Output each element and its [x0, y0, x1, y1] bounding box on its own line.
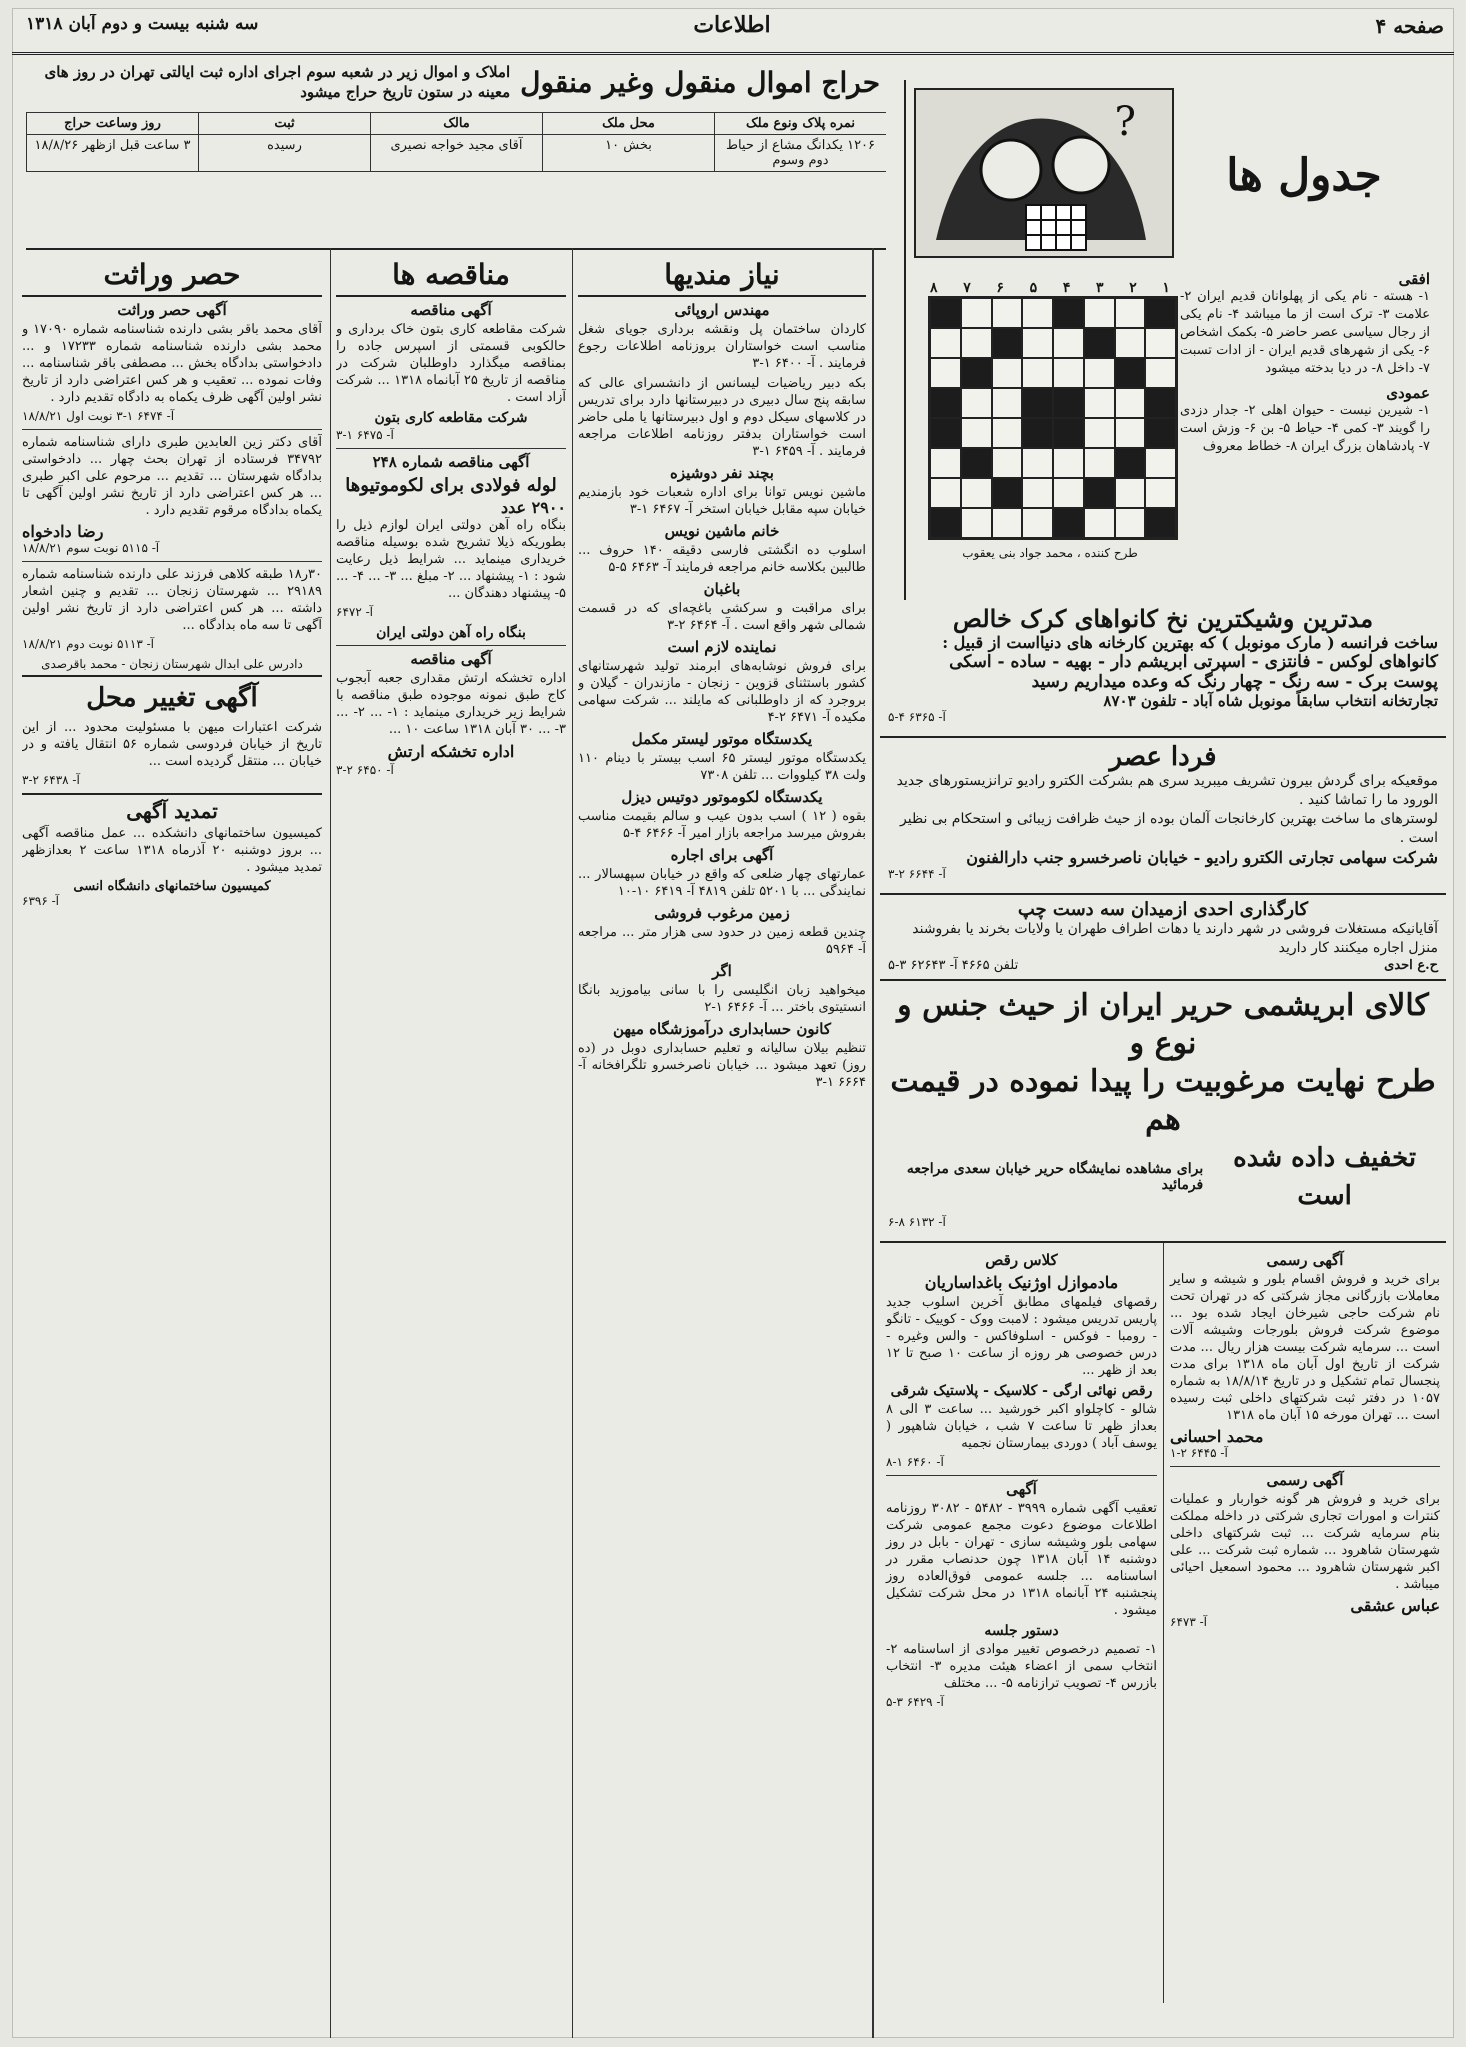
grid-cell-black: [961, 358, 992, 388]
auction-header-cell: محل ملک: [542, 113, 714, 134]
silk-ad-line1: کالای ابریشمی حریر ایران از حیث جنس و نوع و: [897, 988, 1429, 1061]
dance-body: رقصهای فیلمهای مطابق آخرین اسلوب جدید پاریس تدریس میشود : لامبت ووک - کوییک - تانگو - رومبا - فوکس - اسلوفاکس - والس وغیره - درس خصوصی هر روزه از ساعت ۱۰ صبح تا ۱۲ بعد از ظهر ...: [886, 1295, 1157, 1378]
needs-ad2-body: بکه دبیر ریاضیات لیسانس از دانشسرای عالی که سابقه پنج سال دبیری در دبیرستانها دارد برای تدریس در کلاسهای سیکل دوم و اول دبیرستانها یا ملی حاضر است خواستاران بدفتر روزنامه اطلاعات مراجعه فرمایند . آ- ۶۴۵۹ ۱-۳: [578, 376, 866, 459]
tenders-column: [336, 254, 566, 2034]
separator: [1170, 1466, 1440, 1467]
page-number: صفحه ۴: [1375, 14, 1444, 38]
grid-number: ۱: [1162, 280, 1170, 296]
inheritance-ad3-ref: آ- ۵۱۱۳ نوبت دوم ۱۸/۸/۲۱: [22, 637, 154, 651]
karegari-ad: [880, 895, 1446, 981]
grid-cell: [1022, 448, 1053, 478]
grid-cell-black: [1053, 508, 1084, 538]
grid-cell: [1115, 388, 1146, 418]
grid-number: ۷: [963, 280, 971, 296]
needs-ad10-body: چندین قطعه زمین در حدود سی هزار متر ... مراجعه آ- ۵۹۶۴: [578, 925, 866, 957]
grid-cell-black: [930, 388, 961, 418]
grid-cell: [961, 328, 992, 358]
grid-cell: [1084, 358, 1115, 388]
needs-ad6-title: نماینده لازم است: [667, 638, 777, 656]
crossword-title: جدول ها: [1226, 150, 1382, 201]
grid-cell: [961, 298, 992, 328]
crossword-credit: طرح کننده ، محمد جواد بنی یعقوب: [962, 546, 1138, 560]
crossword-block: [904, 80, 1444, 600]
grid-cell: [930, 328, 961, 358]
column-divider: [572, 248, 573, 2038]
tender1-title: آگهی مناقصه: [410, 301, 492, 319]
grid-cell: [992, 388, 1023, 418]
needs-ad11-body: میخواهید زبان انگلیسی را با سانی بیاموزید بانگا انستیتوی باختر ... آ- ۶۴۶۶ ۱-۲: [578, 983, 866, 1015]
canvas-ad-line2: کانواهای لوکس - فانتزی - اسپرتی ابریشم دار - بهیه - ساده - اسکی: [949, 652, 1438, 672]
grid-cell: [992, 508, 1023, 538]
needs-ad1-title: مهندس اروپائی: [674, 301, 770, 319]
needs-ad5-body: برای مراقبت و سرکشی باغچه‌ای که در قسمت شمالی شهر واقع است . آ- ۶۴۶۴ ۲-۳: [578, 601, 866, 633]
grid-cell: [1053, 448, 1084, 478]
tender2-title: آگهی مناقصه شماره ۲۴۸: [372, 453, 530, 471]
needs-ad7-title: یکدستگاه موتور لیستر مکمل: [631, 730, 813, 748]
notice-ref: آ- ۶۴۲۹ ۳-۵: [886, 1695, 944, 1709]
inheritance-column: [22, 254, 322, 2034]
inheritance-ad-title: آگهی حصر وراثت: [117, 301, 227, 319]
grid-cell: [1053, 358, 1084, 388]
auction-table-row: [26, 135, 886, 172]
farda-ad-title: فردا عصر: [1109, 742, 1217, 772]
canvas-ad: [880, 600, 1446, 738]
grid-cell: [1145, 448, 1176, 478]
grid-cell: [1084, 418, 1115, 448]
auction-header-cell: روز وساعت حراج: [26, 113, 198, 134]
grid-number: ۸: [930, 280, 938, 296]
tender2-body: بنگاه راه آهن دولتی ایران لوازم ذیل را بطوریکه ذیلا تشریح شده بوسیله مناقصه خریداری مینماید ... شرایط ذیل رعایت شود : ۱- پیشنهاد ... ۲- مبلغ ... ۳- ... ۴- ... ۵- پیشنهاد دهندگان ...: [336, 518, 566, 601]
rasmi2-sign: عباس عشقی: [1350, 1596, 1440, 1615]
grid-number: ۳: [1096, 280, 1104, 296]
tender3-ref: آ- ۶۴۵۰ ۲-۳: [336, 763, 394, 777]
separator: [886, 1475, 1157, 1476]
grid-cell: [1053, 328, 1084, 358]
grid-cell-black: [1084, 328, 1115, 358]
grid-number: ۵: [1029, 280, 1038, 296]
rasmi-ref: آ- ۶۴۴۵ ۲-۱: [1170, 1446, 1228, 1460]
grid-cell-black: [1145, 508, 1176, 538]
dance-sub2: رقص نهائی ارگی - کلاسیک - پلاستیک شرقی: [890, 1383, 1153, 1399]
needs-ad8-body: بقوه ( ۱۲ ) اسب بدون عیب و سالم بقیمت مناسب بفروش میرسد مراجعه بازار امیر آ- ۶۴۶۶ ۴-۵: [578, 809, 866, 841]
grid-cell: [1115, 328, 1146, 358]
grid-cell: [1115, 478, 1146, 508]
karegari-ad-body: آقایانیکه مستغلات فروشی در شهر دارند یا دهات اطراف طهران یا ولایات بخرند یا بفروشند منزل اجاره میکنند کار دارید: [912, 921, 1438, 956]
needs-section-title: نیاز مندیها: [578, 254, 866, 297]
grid-cell: [1022, 358, 1053, 388]
needs-ad12-body: تنظیم بیلان سالیانه و تعلیم حسابداری دوبل در (ده روز) تعهد میشود ... خیابان ناصرخسرو تلگرافخانه آ- ۶۶۶۴ ۱-۳: [578, 1041, 866, 1090]
tender3-body: اداره تخشکه ارتش مقداری جعبه آبجوب کاج طبق نمونه موجوده طبق مناقصه با شرایط زیر خریداری مینماید : ۱- ... ۲- ... ۳- ... ۳۰ آبان ۱۳۱۸ ساعت ۱۰ ...: [336, 671, 566, 737]
notice-agenda: ۱- تصمیم درخصوص تغییر موادی از اساسنامه ۲- انتخاب سمی از اعضاء هیئت مدیره ۳- انتخاب بازرس ۴- تصویب ترازنامه ۵- ... مختلف: [886, 1642, 1157, 1691]
change-address-ref: آ- ۶۴۳۸ ۲-۳: [22, 773, 80, 787]
masthead-rule: [12, 52, 1454, 55]
vertical-clues: ۱- شیرین نیست - حیوان اهلی ۲- جدار دزدی را گویند ۳- کمی ۴- حیاط ۵- بن ۶- وزش است ۷- پادشاهان بزرگ ایران ۸- خطاط معروف: [1180, 403, 1430, 454]
crossword-header: [1174, 90, 1434, 260]
karegari-ad-footer: تلفن ۴۶۶۵ آ- ۶۲۶۴۳ ۳-۵: [888, 958, 1019, 973]
grid-cell-black: [961, 448, 992, 478]
farda-ad-body2: لوسترهای ما ساخت بهترین کارخانجات آلمان بوده از حیث ظرافت زیبائی و استحکام بی نظیر است .: [900, 811, 1438, 846]
tender2-sign: بنگاه راه آهن دولتی ایران: [376, 625, 526, 641]
extension-ref: آ- ۶۳۹۶: [22, 894, 59, 908]
farda-ad-body: موقعیکه برای گردش بیرون تشریف میبرید سری هم بشرکت الکترو رادیو ترانزیستورهای جدید الورود ما را تماشا کنید .: [896, 773, 1438, 808]
rasmi-title: آگهی رسمی: [1266, 1251, 1344, 1269]
canvas-ad-title: مدترین وشیکترین نخ کانواهای کرک خالص: [952, 604, 1374, 633]
grid-cell: [1022, 328, 1053, 358]
illustration-icon: [916, 90, 1172, 256]
right-subcolumns: [880, 1243, 1446, 2003]
grid-cell: [1022, 508, 1053, 538]
crossword-illustration: [914, 88, 1174, 258]
grid-cell: [961, 388, 992, 418]
auction-table-header: [26, 112, 886, 135]
auction-title: حراج اموال منقول وغیر منقول: [520, 65, 880, 99]
crossword-clues: [1180, 270, 1430, 600]
canvas-ad-ref: آ- ۶۳۶۵ ۴-۵: [888, 710, 946, 724]
silk-ad-line2: طرح نهایت مرغوبیت را پیدا نموده در قیمت هم: [890, 1064, 1436, 1137]
needs-ad9-body: عمارتهای چهار ضلعی که واقع در خیابان سپهسالار ... نمایندگی ... با ۵۲۰۱ تلفن ۴۸۱۹ آ- ۶۴۱۹ ۱۰-۱۰: [578, 867, 866, 899]
needs-ad10-title: زمین مرغوب فروشی: [654, 904, 790, 922]
masthead-date: سه شنبه بیست و دوم آبان ۱۳۱۸: [26, 14, 259, 34]
karegari-ad-title: کارگذاری احدی ازمیدان سه دست چپ: [1017, 899, 1309, 920]
grid-number: ۶: [996, 280, 1004, 296]
rasmi2-ref: آ- ۶۴۷۳: [1170, 1615, 1207, 1629]
canvas-ad-line3: پوست برک - سه رنگ - چهار رنگ که وعده میداریم رسید: [1031, 672, 1438, 692]
grid-cell: [961, 418, 992, 448]
grid-cell: [1022, 478, 1053, 508]
silk-ad-ref: آ- ۶۱۳۲ ۸-۶: [888, 1215, 946, 1229]
paper-name: اطلاعات: [693, 12, 771, 38]
column-divider: [872, 248, 874, 2038]
grid-cell: [1084, 448, 1115, 478]
tender2-ref: آ- ۶۴۷۲: [336, 605, 373, 619]
crossword-grid: [928, 296, 1178, 540]
grid-cell-black: [1053, 388, 1084, 418]
farda-ad: [880, 738, 1446, 895]
grid-cell-black: [1022, 388, 1053, 418]
needs-column: [578, 254, 866, 2034]
horizontal-label: افقی: [1398, 270, 1430, 288]
tenders-section-title: مناقصه ها: [336, 254, 566, 297]
separator: [22, 429, 322, 430]
silk-ad-side: برای مشاهده نمایشگاه حریر خیابان سعدی مراجعه فرمائید: [906, 1161, 1204, 1193]
horizontal-clues: ۱- هسته - نام یکی از پهلوانان قدیم ایران ۲- علامت ۳- ترک است از ما میباشد ۴- نام یکی از رجال سیاسی عصر حاضر ۵- بکمک اشخاص ۶- یکی از شهرهای قدیم ایران - از ادات تسبت ۷- داخل ۸- در دیا بدخته میشود: [1180, 289, 1430, 376]
grid-cell: [1022, 298, 1053, 328]
grid-cell: [930, 448, 961, 478]
change-address-title: آگهی تغییر محل: [86, 683, 258, 713]
grid-cell-black: [1145, 418, 1176, 448]
rasmi-column: [1163, 1243, 1446, 2003]
needs-ad6-body: برای فروش نوشابه‌های ابرمند تولید شهرستانهای کشور باستثنای قزوین - زنجان - مازندران - گیلان و بروجرد که از داوطلبانی که مایلند ... شرکت سهامی مکیده آ- ۶۴۷۱ ۲-۴: [578, 659, 866, 725]
grid-cell: [1145, 328, 1176, 358]
auction-cell: ۳ ساعت قبل ازظهر ۱۸/۸/۲۶: [26, 135, 198, 171]
separator: [336, 448, 566, 449]
grid-cell: [930, 478, 961, 508]
dance-body2: شالو - کاچلواو اکبر خورشید ... ساعت ۳ الی ۸ بعداز ظهر تا ساعت ۷ شب ، خیابان شاهپور ( یوسف آباد ) دوردی بیمارستان نجمیه: [886, 1402, 1157, 1451]
needs-ad7-body: یکدستگاه موتور لیستر ۶۵ اسب بیستر با دینام ۱۱۰ ولت ۳۸ کیلووات ... تلفن ۷۳۰۸: [578, 751, 866, 783]
grid-cell-black: [1145, 388, 1176, 418]
auction-header-cell: ثبت: [198, 113, 370, 134]
rasmi2-body: برای خرید و فروش هر گونه خواربار و عملیات کنترات و امورات تجاری شرکتی در داخله مملکت بنام سرمایه شرکت ... ثبت شرکتهای داخلی شهرستان شاهرود ... شماره ثبت شرکت ... علی اکبر شهرستان شاهرود ... محمود اسمعیل احیائی میباشد .: [1170, 1492, 1440, 1592]
grid-cell: [1115, 298, 1146, 328]
inheritance-ad2-ref: آ- ۵۱۱۵ نوبت سوم ۱۸/۸/۲۱: [22, 541, 160, 555]
tender1-body: شرکت مقاطعه کاری بتون خاک برداری و حالکوبی قسمتی از اسپرس جاده را بمناقصه میگذارد داوطلبان شرکت در مناقصه از تاریخ ۲۵ آبانماه ۱۳۱۸ ... شرکت آزاد است .: [336, 322, 566, 405]
grid-cell-black: [1115, 448, 1146, 478]
separator: [22, 793, 322, 795]
dance-ref: آ- ۶۴۶۰ ۱-۸: [886, 1455, 944, 1469]
grid-cell: [1115, 418, 1146, 448]
karegari-ad-name: ح.ع احدی: [1384, 958, 1438, 973]
separator: [336, 645, 566, 646]
grid-cell-black: [1145, 298, 1176, 328]
column-divider: [330, 248, 331, 2038]
grid-cell-black: [930, 418, 961, 448]
svg-text:?: ?: [1114, 99, 1136, 145]
inheritance-ad-body: آقای محمد باقر بشی دارنده شناسنامه شماره ۱۷۰۹۰ و محمد بشی دارنده شناسنامه شماره ۱۷۲۳۳ و ... دادخواستی بدادگاه بخش ... مصطفی باقر شناسنامه ... وفات نموده ... تعقیب و هر کس اعتراضی دارد از تاریخ نشر اولین آگهی ظرف یکماه به دادگاه تقدیم دارد .: [22, 322, 322, 405]
notice-title: آگهی: [1006, 1480, 1037, 1498]
dance-title: کلاس رقص: [985, 1251, 1058, 1269]
grid-cell: [1053, 478, 1084, 508]
silk-ad-line3: تخفیف داده شده است: [1233, 1143, 1417, 1211]
canvas-ad-line4: تجارتخانه انتخاب سابقاً مونوبل شاه آباد - تلفون ۸۷۰۳: [1103, 692, 1438, 710]
grid-cell-black: [1022, 418, 1053, 448]
grid-cell: [992, 448, 1023, 478]
notice-agenda-title: دستور جلسه: [984, 1623, 1059, 1639]
vertical-label: عمودی: [1386, 384, 1430, 402]
grid-cell-black: [1084, 478, 1115, 508]
auction-cell: رسیده: [198, 135, 370, 171]
farda-ad-company: شرکت سهامی تجارتی الکترو رادیو - خیابان ناصرخسرو جنب دارالفنون: [966, 848, 1438, 867]
grid-cell: [992, 298, 1023, 328]
dance-column: [880, 1243, 1163, 2003]
inheritance-ad2-body: آقای دکتر زین العابدین طبری دارای شناسنامه شماره ۳۴۷۹۲ فرستاده از تهران بحث چهار ... دادخواستی بدادگاه شهرستان ... تقدیم ... مرحوم علی اکبر طبری ... هر کس اعتراضی دارد از تاریخ نشر اولین آگهی تا یکماه بدادگاه مرقوم تقدیم دارد .: [22, 435, 322, 518]
grid-cell: [1145, 358, 1176, 388]
tender2-amount: ۲۹۰۰ عدد: [500, 498, 566, 517]
grid-cell: [992, 418, 1023, 448]
dance-subtitle: مادموازل اوژنیک باغداساریان: [924, 1273, 1119, 1292]
rasmi2-title: آگهی رسمی: [1266, 1471, 1344, 1489]
auction-header-cell: مالک: [370, 113, 542, 134]
separator: [22, 675, 322, 677]
auction-cell: آقای مجید خواجه نصیری: [370, 135, 542, 171]
grid-cell-black: [1053, 298, 1084, 328]
grid-cell: [1084, 298, 1115, 328]
grid-number: ۴: [1062, 280, 1071, 296]
canvas-ad-line1: ساخت فرانسه ( مارک مونوبل ) که بهترین کارخانه های دنیااست از قبیل :: [942, 633, 1438, 652]
grid-cell: [930, 358, 961, 388]
needs-ad11-title: اگر: [712, 962, 732, 980]
needs-ad3-title: بچند نفر دوشیزه: [670, 464, 774, 482]
inheritance-section-title: حصر وراثت: [22, 254, 322, 297]
needs-ad4-body: اسلوب ده انگشتی فارسی دقیقه ۱۴۰ حروف ... طالبین بکلاسه خانم مراجعه فرمایند آ- ۶۴۶۳ ۵-۵: [578, 543, 866, 575]
needs-ad4-title: خانم ماشین نویس: [664, 522, 780, 540]
right-ads-section: [880, 600, 1446, 2036]
rasmi-sign: محمد احسانی: [1170, 1427, 1264, 1446]
needs-ad5-title: باغبان: [703, 580, 741, 598]
tender1-sign: شرکت مقاطعه کاری بتون: [374, 410, 528, 426]
crossword-grid-block: [922, 280, 1178, 580]
extension-title: تمدید آگهی: [126, 799, 218, 823]
needs-ad8-title: یکدستگاه لکوموتور دوتیس دیزل: [621, 788, 823, 806]
extension-sign: کمیسیون ساختمانهای دانشگاه انسی: [73, 879, 271, 894]
grid-cell-black: [992, 478, 1023, 508]
grid-cell: [992, 358, 1023, 388]
rasmi-body: برای خرید و فروش اقسام بلور و شیشه و سایر معاملات بازرگانی مجاز شرکتی که در تهران تحت نام شرکت حاجی شیرخان ایجاد شده بود ... موضوع شرکت فروش بلورجات وشیشه آلات است ... سرمایه شرکت بیست هزار ریال ... مدت شرکت از تاریخ اول آبان ماه ۱۳۱۸ برای مدت پنجسال تمام تشکیل و در تاریخ ۱۸/۸/۱۴ به شماره ۱۰۵۷ در دفتر ثبت شرکتهای داخلی ثبت رسیده است ... تهران مورخه ۱۵ آبان ماه ۱۳۱۸: [1170, 1272, 1441, 1423]
tender2-subtitle: لوله فولادی برای لکوموتیوها: [345, 475, 557, 496]
inheritance-ad-ref: آ- ۶۴۷۴ ۱-۳ نوبت اول ۱۸/۸/۲۱: [22, 409, 175, 423]
farda-ad-ref: آ- ۶۶۴۴ ۲-۳: [888, 867, 946, 881]
tender1-ref: آ- ۶۴۷۵ ۱-۳: [336, 428, 394, 442]
grid-cell: [1084, 388, 1115, 418]
tender3-title: آگهی مناقصه: [410, 650, 492, 668]
needs-ad9-title: آگهی برای اجاره: [670, 846, 774, 864]
notice-body: تعقیب آگهی شماره ۳۹۹۹ - ۵۴۸۲ - ۳۰۸۲ روزنامه اطلاعات موضوع دعوت مجمع عمومی شرکت سهامی بلور وشیشه سازی - تهران - بابل در روز دوشنبه ۱۴ آبان ۱۳۱۸ چون حدنصاب مقرر در اساسنامه ... جلسه عمومی فوق‌العاده روز پنجشنبه ۲۴ آبانماه ۱۳۱۸ در محل شرکت تشکیل میشود .: [886, 1501, 1157, 1618]
auction-subtitle: املاک و اموال زیر در شعبه سوم اجرای اداره ثبت ایالتی تهران در روز های معینه در ستون تاریخ حراج میشود: [44, 63, 511, 101]
auction-cell: بخش ۱۰: [542, 135, 714, 171]
grid-cell: [1145, 478, 1176, 508]
auction-header-cell: نمره پلاک ونوع ملک: [714, 113, 886, 134]
grid-cell-black: [992, 328, 1023, 358]
grid-number: ۲: [1129, 280, 1137, 296]
extension-body: کمیسیون ساختمانهای دانشکده ... عمل مناقصه آگهی ... بروز دوشنبه ۲۰ آذرماه ۱۳۱۸ ساعت ۲ بعدازظهر تمدید میشود .: [22, 826, 322, 875]
grid-cell-black: [1115, 358, 1146, 388]
needs-ad1-body: کاردان ساختمان پل ونقشه برداری جویای شغل مناسب است خواستاران بروزنامه اطلاعات رجوع فرمایند . آ- ۶۴۰۰ ۱-۳: [578, 322, 866, 371]
newspaper-page: [12, 8, 1454, 2038]
grid-cell-black: [930, 508, 961, 538]
grid-column-numbers: [922, 280, 1178, 296]
grid-cell-black: [930, 298, 961, 328]
grid-cell-black: [1053, 418, 1084, 448]
inheritance-ad2-sign: رضا دادخواه: [22, 522, 104, 541]
separator: [22, 561, 322, 562]
grid-cell: [1115, 508, 1146, 538]
inheritance-ad3-sign: دادرس علی ابدال شهرستان زنجان - محمد باقرصدی: [41, 657, 303, 671]
change-address-body: شرکت اعتبارات میهن با مسئولیت محدود ... از این تاریخ از خیابان فردوسی شماره ۵۶ انتقال یافته و در خیابان ... منتقل گردیده است ...: [22, 720, 322, 769]
auction-cell: ۱۲۰۶ یکدانگ مشاع از حیاط دوم وسوم: [714, 135, 886, 171]
silk-ad: [880, 981, 1446, 1243]
grid-cell: [961, 478, 992, 508]
grid-cell: [961, 508, 992, 538]
grid-cell: [1084, 508, 1115, 538]
tender3-sign: اداره تخشکه ارتش: [387, 742, 515, 761]
needs-ad12-title: کانون حسابداری درآموزشگاه میهن: [612, 1020, 832, 1038]
needs-ad3-body: ماشین نویس توانا برای اداره شعبات خود بازمندیم خیابان سپه مقابل خیابان استخر آ- ۶۴۶۷ ۱-۳: [578, 485, 866, 517]
inheritance-ad3-body: ۳۰ر۱۸ طبقه کلاهی فرزند علی دارنده شناسنامه شماره ۲۹۱۸۹ ... شهرستان زنجان ... تقدیم و چنین اشعار داشته ... هر کس اعتراضی دارد از تاریخ نشر اولین آگهی تا سه ماه بدادگاه ...: [22, 567, 322, 633]
auction-block: [26, 60, 886, 250]
